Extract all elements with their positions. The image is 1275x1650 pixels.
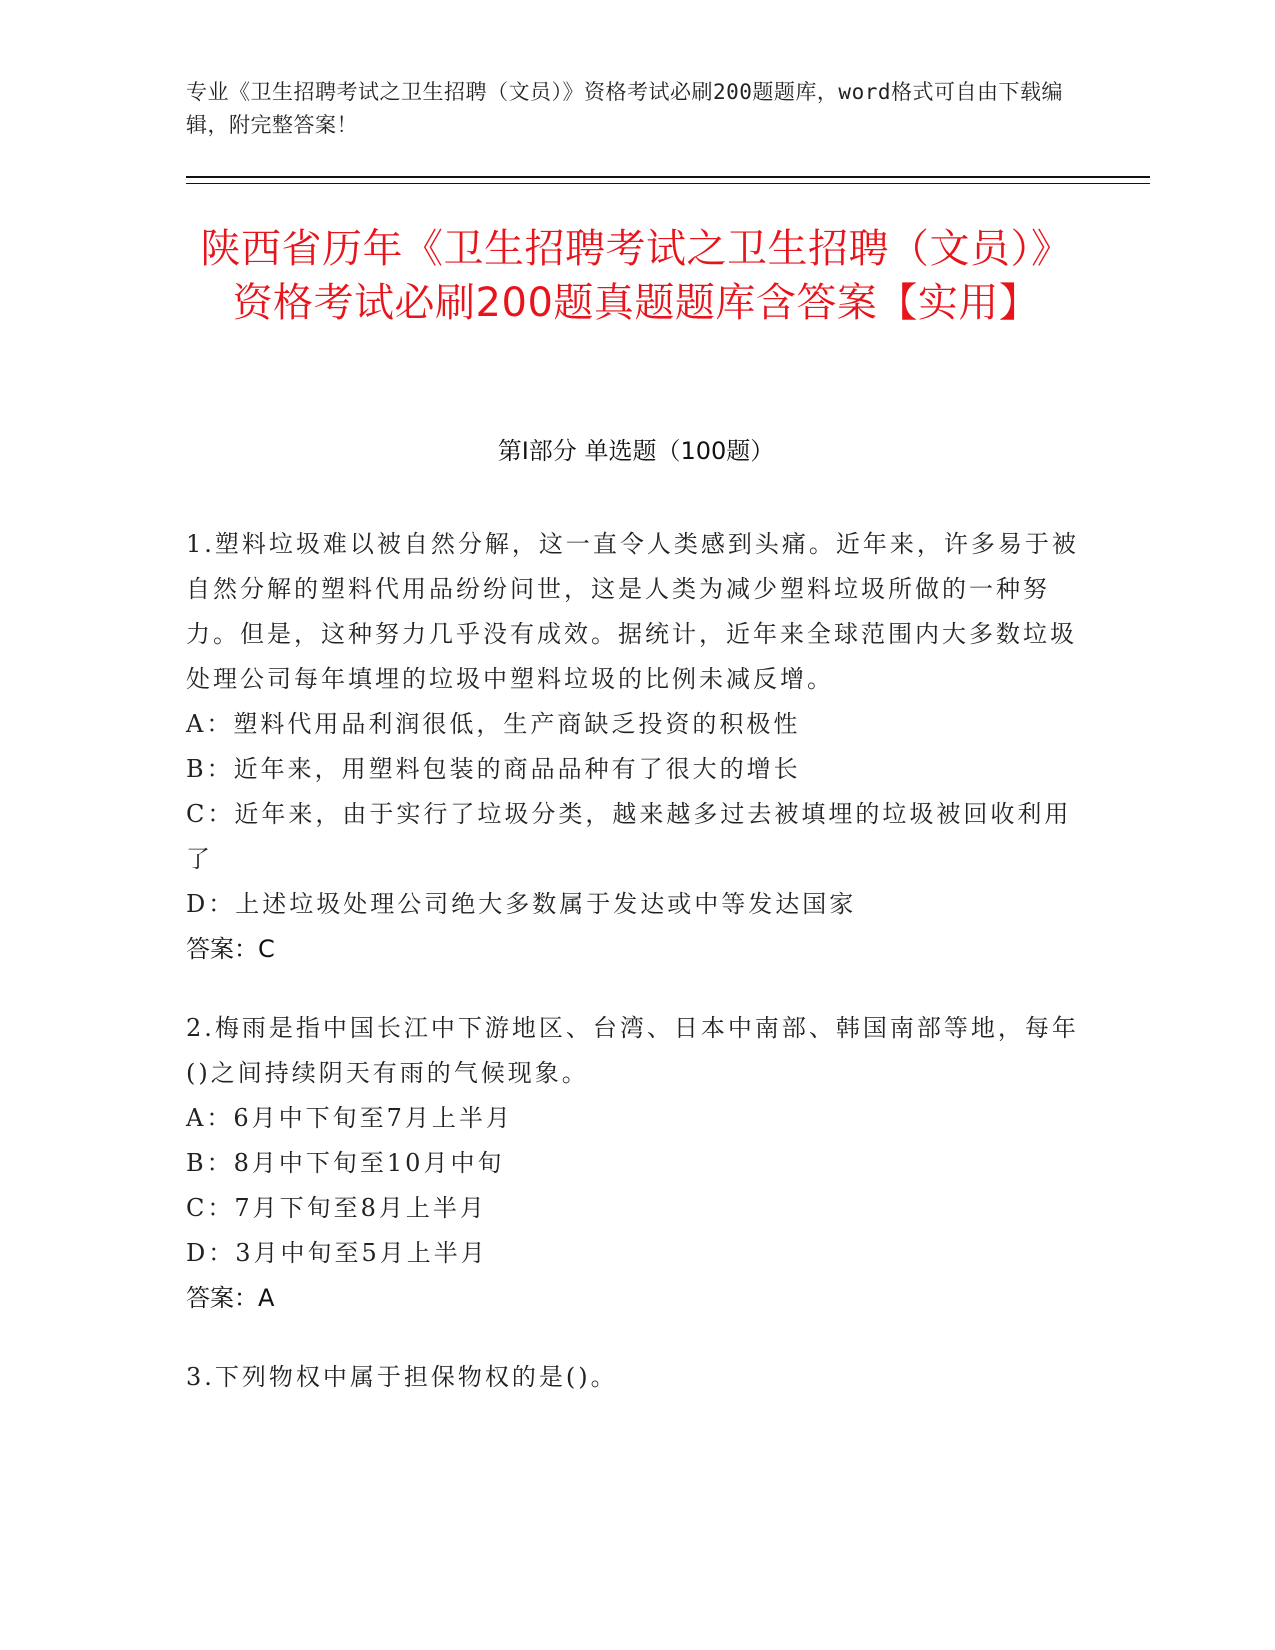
option-c: C：近年来，由于实行了垃圾分类，越来越多过去被填埋的垃圾被回收利用了	[186, 800, 1072, 873]
option-d: D：3月中旬至5月上半月	[186, 1239, 488, 1267]
option-b: B：近年来，用塑料包装的商品品种有了很大的增长	[186, 755, 801, 783]
question-2	[186, 1006, 1086, 1321]
header-rule-thick	[186, 176, 1150, 178]
answer: 答案：C	[186, 935, 275, 963]
question-stem: 3.下列物权中属于担保物权的是()。	[186, 1363, 618, 1391]
section-heading: 第I部分 单选题（100题）	[497, 437, 775, 465]
header-rule-thin	[186, 183, 1150, 184]
question-3	[186, 1355, 1086, 1400]
question-1	[186, 522, 1086, 972]
option-b: B：8月中下旬至10月中旬	[186, 1149, 505, 1177]
question-stem: 2.梅雨是指中国长江中下游地区、台湾、日本中南部、韩国南部等地，每年()之间持续阴天有雨的气候现象。	[186, 1014, 1079, 1087]
answer: 答案：A	[186, 1284, 275, 1312]
question-list	[186, 522, 1086, 1434]
option-a: A：塑料代用品利润很低，生产商缺乏投资的积极性	[186, 710, 801, 738]
header-note: 专业《卫生招聘考试之卫生招聘（文员）》资格考试必刷200题题库，word格式可自由下载编辑，附完整答案！	[186, 80, 1063, 137]
option-c: C：7月下旬至8月上半月	[186, 1194, 487, 1222]
option-d: D：上述垃圾处理公司绝大多数属于发达或中等发达国家	[186, 890, 857, 918]
document-title: 陕西省历年《卫生招聘考试之卫生招聘（文员）》资格考试必刷200题真题题库含答案【实用】	[200, 226, 1072, 326]
question-stem: 1.塑料垃圾难以被自然分解，这一直令人类感到头痛。近年来，许多易于被自然分解的塑料代用品纷纷问世，这是人类为减少塑料垃圾所做的一种努力。但是，这种努力几乎没有成效。据统计，近年来全球范围内大多数垃圾处理公司每年填埋的垃圾中塑料垃圾的比例未减反增。	[186, 530, 1079, 693]
option-a: A：6月中下旬至7月上半月	[186, 1104, 513, 1132]
